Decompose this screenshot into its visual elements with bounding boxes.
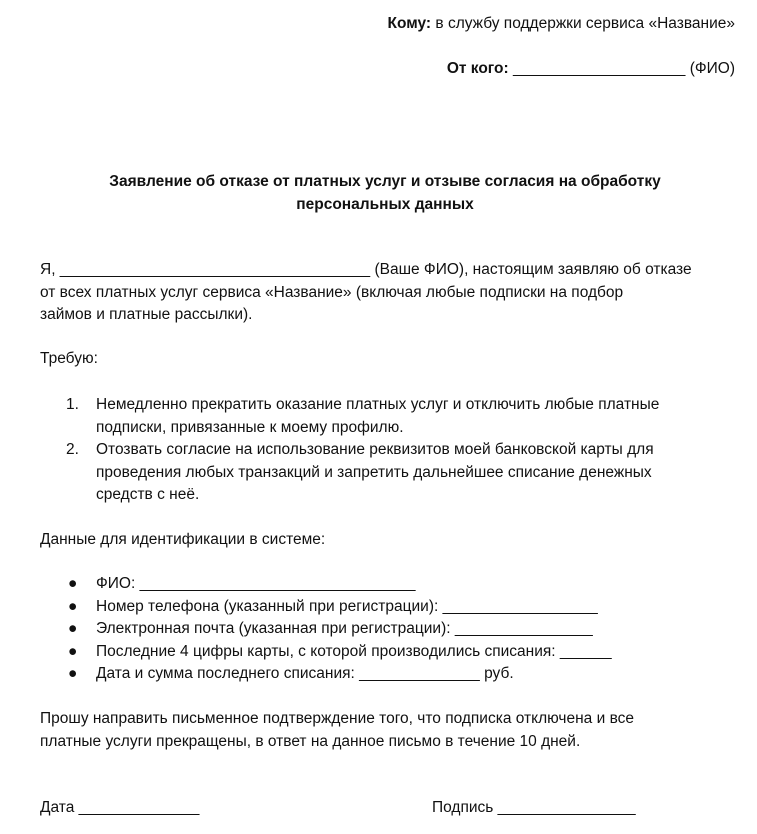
title-line: Заявление об отказе от платных услуг и отзыве согласия на обработку (109, 173, 661, 190)
addressee-line (388, 14, 735, 34)
paragraph-line: Прошу направить письменное подтверждение того, что подписка отключена и все (40, 710, 635, 727)
title-line: персональных данных (296, 196, 474, 213)
bullet-icon: ● (68, 575, 78, 592)
document-title (40, 170, 730, 216)
bullet-icon: ● (68, 620, 78, 637)
demands-list (66, 394, 726, 507)
paragraph-line: от всех платных услуг сервиса «Название» (включая любые подписки на подбор (40, 283, 624, 301)
list-item (66, 663, 726, 686)
identification-label: Данные для идентификации в системе: (40, 531, 326, 548)
list-item (66, 573, 726, 596)
list-item (66, 641, 726, 664)
addressee-label: Кому: (387, 15, 432, 32)
list-item-text: ФИО: ________________________________ (96, 575, 416, 592)
list-item-line: Немедленно прекратить оказание платных услуг и отключить любые платные (96, 396, 660, 413)
list-item-text: Номер телефона (указанный при регистрации): __________________ (96, 597, 598, 615)
list-item-text: Электронная почта (указанная при регистрации): ________________ (96, 620, 593, 637)
list-item-text: Последние 4 цифры карты, с которой производились списания: ______ (96, 642, 612, 660)
paragraph-line: займов и платные рассылки). (40, 306, 253, 323)
request-paragraph (40, 708, 740, 753)
sender-label: От кого: (446, 60, 509, 77)
list-item-line: подписки, привязанные к моему профилю. (96, 418, 404, 436)
list-item-text: Дата и сумма последнего списания: ______________ руб. (96, 665, 514, 682)
sender-line (447, 59, 735, 79)
bullet-icon: ● (68, 665, 78, 682)
intro-paragraph (40, 259, 740, 327)
sender-value: ____________________ (ФИО) (508, 60, 735, 77)
list-item-line: средств с неё. (96, 486, 200, 503)
require-label: Требую: (40, 350, 98, 367)
list-item (66, 394, 726, 439)
list-number: 2. (66, 441, 79, 458)
list-item (66, 596, 726, 619)
list-item-line: проведения любых транзакций и запретить дальнейшее списание денежных (96, 463, 652, 481)
identification-list (66, 573, 726, 686)
paragraph-line: Я, ____________________________________ (Ваше ФИО), настоящим заявляю об отказе (40, 261, 692, 278)
list-item-line: Отозвать согласие на использование реквизитов моей банковской карты для (96, 441, 654, 458)
addressee-value: в службу поддержки сервиса «Название» (431, 15, 735, 32)
list-number: 1. (66, 396, 79, 413)
paragraph-line: платные услуги прекращены, в ответ на данное письмо в течение 10 дней. (40, 732, 581, 750)
date-field: Дата ______________ (40, 799, 200, 816)
list-item (66, 439, 726, 507)
list-item (66, 618, 726, 641)
bullet-icon: ● (68, 642, 78, 660)
signature-field: Подпись ________________ (432, 799, 636, 816)
bullet-icon: ● (68, 597, 78, 615)
